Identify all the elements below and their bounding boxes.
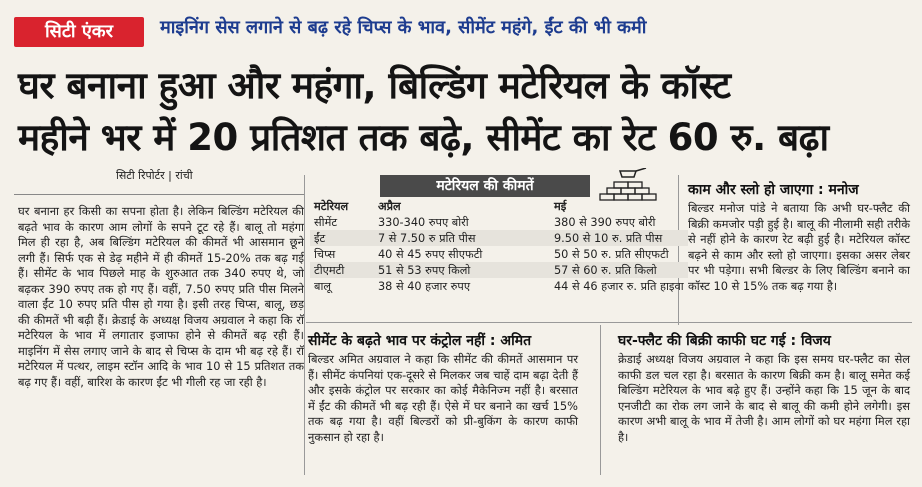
- divider: [14, 194, 304, 195]
- table-cell: 44 से 46 हजार रु. प्रति हाइवा: [554, 279, 684, 293]
- table-cell: 40 से 45 रुपए सीएफटी: [378, 247, 483, 261]
- table-cell: ईंट: [310, 230, 374, 246]
- side-story-heading: काम और स्लो हो जाएगा : मनोज: [688, 182, 859, 198]
- table-row: [310, 230, 688, 246]
- column-divider: [304, 175, 305, 475]
- table-cell: टीएमटी: [310, 262, 374, 278]
- table-header: मटेरियल: [314, 199, 349, 213]
- table-cell: 380 से 390 रुपए बोरी: [554, 215, 656, 229]
- main-story-body: घर बनाना हर किसी का सपना होता है। लेकिन बिल्डिंग मटेरियल की बढ़ते भाव के कारण आम लोगों के सपने टूट रहे हैं। बालू तो महंगा मिल ही रहा है, अब बिल्डिंग मटेरियल की कीमतें भी आसमान छूने लगी हैं। सिर्फ एक से डेढ़ महीने में ही कीमतें 15-20% तक बढ़ गई हैं। सीमेंट के भाव पिछले माह के शुरुआत तक 340 रुपए थे, जो बढ़कर 390 रुपए तक हो गए हैं। वहीं, 7.50 रुपए प्रति पीस मिलने वाला ईंट 10 रुपए प्रति पीस हो गया है। इसी तरह चिप्स, बालू, छड़ की कीमतें भी बढ़ी हैं। क्रेडाई के अध्यक्ष विजय अग्रवाल ने कहा कि रॉ मटेरियल के भाव में लगातार इजाफा होने से कीमतें बढ़ रही हैं। माइनिंग में सेस लगाए जाने के बाद से चिप्स के दाम भी बढ़ रहे हैं। रॉ मटेरियल में पत्थर, लाइम स्टॉन आदि के भाव 10 से 15 प्रतिशत तक बढ़ गए हैं। वहीं, बारिश के कारण ईंट भी गीली रह जा रही है।: [18, 204, 304, 389]
- table-row: [310, 246, 688, 262]
- column-divider: [600, 325, 601, 475]
- story-vijay-heading: घर-फ्लैट की बिक्री काफी घट गई : विजय: [618, 333, 831, 349]
- table-cell: 330-340 रुपए बोरी: [378, 215, 469, 229]
- table-cell: 9.50 से 10 रु. प्रति पीस: [550, 230, 688, 246]
- table-cell: 38 से 40 हजार रुपए: [378, 279, 471, 293]
- table-row: [310, 262, 688, 278]
- table-header-row: [310, 198, 688, 214]
- table-cell: 50 से 50 रु. प्रति सीएफटी: [554, 247, 669, 261]
- table-row: [310, 214, 688, 230]
- table-cell: बालू: [314, 279, 332, 293]
- table-header: मई: [554, 199, 567, 213]
- table-cell: 57 से 60 रु. प्रति किलो: [550, 262, 688, 278]
- story-vijay-body: क्रेडाई अध्यक्ष विजय अग्रवाल ने कहा कि इस समय घर-फ्लैट का सेल काफी डल चल रहा है। बरसात के कारण बिक्री कम है। बालू समेत कई बिल्डिंग मटेरियल के भाव बढ़े हुए हैं। उन्होंने कहा कि 15 जून के बाद एनजीटी का रोक लग जाने के बाद से बालू की कमी होने लगेगी। इस कारण अभी बालू के भाव में तेजी है। आम लोगों को घर महंगा मिल रहा है।: [618, 352, 910, 444]
- kicker-headline: माइनिंग सेस लगाने से बढ़ रहे चिप्स के भाव, सीमेंट महंगे, ईंट की भी कमी: [160, 17, 647, 38]
- table-cell: सीमेंट: [314, 215, 338, 229]
- price-table: [310, 198, 688, 294]
- story-amit-heading: सीमेंट के बढ़ते भाव पर कंट्रोल नहीं : अमित: [308, 333, 532, 349]
- table-cell: चिप्स: [314, 247, 336, 261]
- section-badge: सिटी एंकर: [14, 17, 144, 47]
- headline-line-1: घर बनाना हुआ और महंगा, बिल्डिंग मटेरियल के कॉस्ट: [18, 64, 731, 107]
- table-row: [310, 278, 688, 294]
- table-header: अप्रैल: [378, 199, 401, 213]
- side-story-body: बिल्डर मनोज पांडे ने बताया कि अभी घर-फ्लैट की बिक्री कमजोर पड़ी हुई है। बालू की नीलामी सही तरीके से नहीं होने के कारण रेट बढ़ी हुई है। मटेरियल कॉस्ट बढ़ने से काम और स्लो हो जाएगा। इसका असर लेबर पर भी पड़ेगा। सभी बिल्डर के लिए बिल्डिंग बनाने का कॉस्ट 10 से 15% तक बढ़ गया है।: [688, 201, 910, 293]
- byline: सिटी रिपोर्टर | रांची: [116, 169, 193, 182]
- price-table-title: मटेरियल की कीमतें: [380, 175, 590, 197]
- table-cell: 7 से 7.50 रु प्रति पीस: [374, 230, 550, 246]
- section-divider: [306, 322, 912, 323]
- headline-line-2: महीने भर में 20 प्रतिशत तक बढ़े, सीमेंट का रेट 60 रु. बढ़ा: [18, 116, 829, 159]
- table-cell: 51 से 53 रुपए किलो: [374, 262, 550, 278]
- story-amit-body: बिल्डर अमित अग्रवाल ने कहा कि सीमेंट की कीमतें आसमान पर हैं। सीमेंट कंपनियां एक-दूसरे से मिलकर जब चाहें दाम बढ़ा देती हैं और इसके कंट्रोल पर सरकार का कोई मैकेनिज्म नहीं है। बरसात में ईंट की कीमतें भी बढ़ रही हैं। ऐसे में घर बनाने का खर्च 15% तक बढ़ गया है। वहीं बिल्डरों को प्री-बुकिंग के कारण काफी नुकसान हो रहा है।: [308, 352, 578, 444]
